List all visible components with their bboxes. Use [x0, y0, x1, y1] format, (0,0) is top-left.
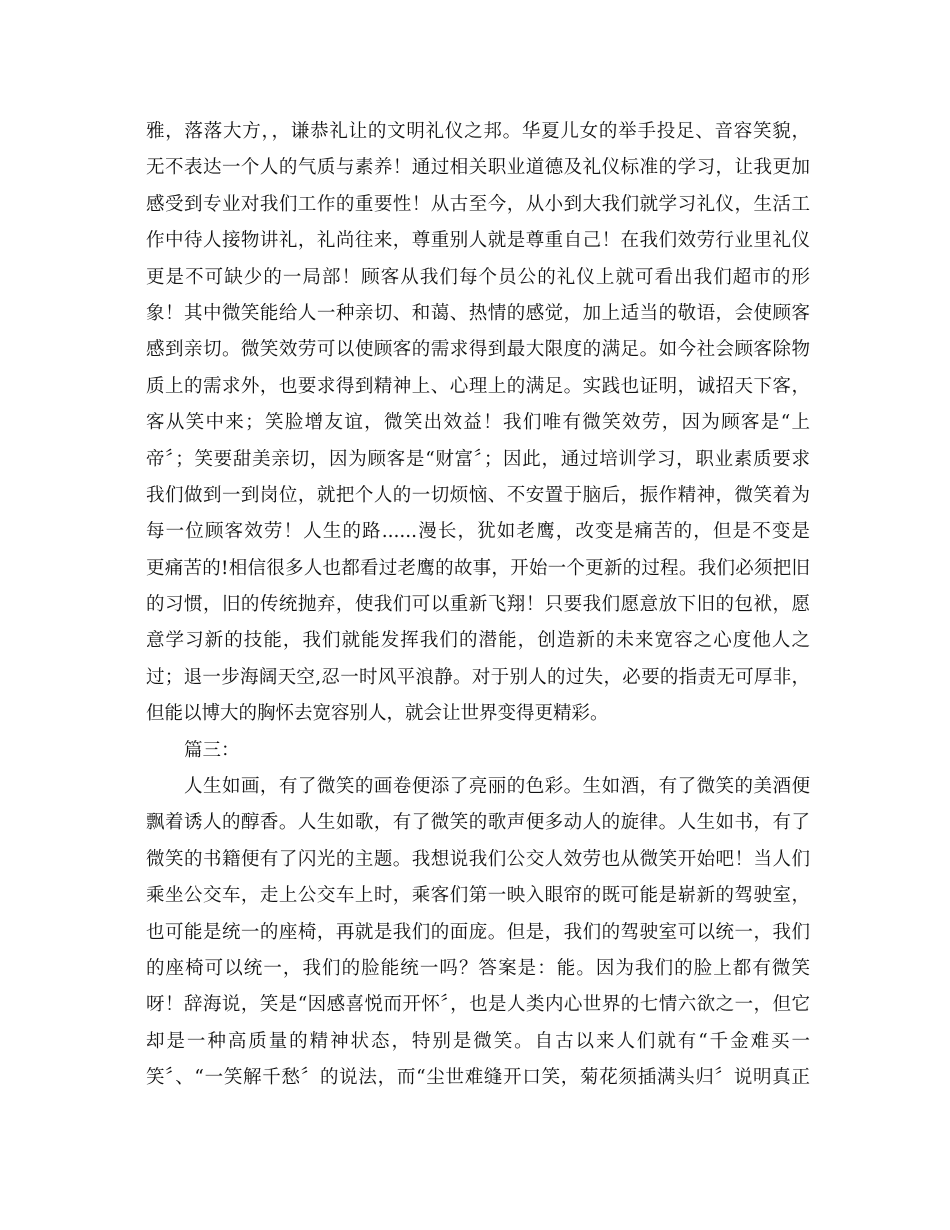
text-line: 意学习新的技能，我们就能发挥我们的潜能，创造新的未来宽容之心度他人之 — [146, 630, 810, 652]
text-line: 感受到专业对我们工作的重要性！从古至今，从小到大我们就学习礼仪，生活工 — [146, 193, 810, 215]
text-line: 感到亲切。微笑效劳可以使顾客的需求得到最大限度的满足。如今社会顾客除物 — [146, 339, 810, 361]
text-line: 飘着诱人的醇香。人生如歌，有了微笑的歌声便多动人的旋律。人生如书，有了 — [146, 812, 810, 834]
text-line: 但能以博大的胸怀去宽容别人，就会让世界变得更精彩。 — [146, 703, 609, 725]
text-line: 笑〞、“一笑解千愁〞的说法，而“尘世难缝开口笑，菊花须插满头归〞说明真正 — [146, 1067, 810, 1089]
text-line: 的座椅可以统一，我们的脸能统一吗？答案是：能。因为我们的脸上都有微笑 — [146, 957, 810, 979]
text-line: 无不表达一个人的气质与素养！通过相关职业道德及礼仪标准的学习，让我更加 — [146, 157, 810, 179]
text-line: 更痛苦的!相信很多人也都看过老鹰的故事，开始一个更新的过程。我们必须把旧 — [146, 557, 811, 579]
text-line: 客从笑中来；笑脸增友谊，微笑出效益！我们唯有微笑效劳，因为顾客是“上 — [146, 412, 810, 434]
text-line: 雅，落落大方，，谦恭礼让的文明礼仪之邦。华夏儿女的举手投足、音容笑貌， — [146, 121, 810, 142]
text-line: 也可能是统一的座椅，再就是我们的面庞。但是，我们的驾驶室可以统一，我们 — [146, 921, 810, 943]
text-line: 人生如画，有了微笑的画卷便添了亮丽的色彩。生如酒，有了微笑的美酒便 — [184, 776, 810, 798]
text-line: 微笑的书籍便有了闪光的主题。我想说我们公交人效劳也从微笑开始吧！当人们 — [146, 848, 810, 870]
text-line: 的习惯，旧的传统抛弃，使我们可以重新飞翔！只要我们愿意放下旧的包袱，愿 — [146, 594, 810, 616]
text-line: 每一位顾客效劳！人生的路......漫长，犹如老鹰，改变是痛苦的，但是不变是 — [146, 521, 810, 543]
text-line: 象！其中微笑能给人一种亲切、和蔼、热情的感觉，加上适当的敬语，会使顾客 — [146, 302, 810, 324]
text-line: 帝〞；笑要甜美亲切，因为顾客是“财富〞；因此，通过培训学习，职业素质要求 — [146, 448, 810, 470]
text-line: 作中待人接物讲礼，礼尚往来，尊重别人就是尊重自己！在我们效劳行业里礼仪 — [146, 230, 810, 252]
text-line: 更是不可缺少的一局部！顾客从我们每个员公的礼仪上就可看出我们超市的形 — [146, 266, 810, 288]
text-line: 却是一种高质量的精神状态，特别是微笑。自古以来人们就有“千金难买一 — [146, 1030, 810, 1052]
text-line: 乘坐公交车，走上公交车上时，乘客们第一映入眼帘的既可能是崭新的驾驶室， — [146, 885, 810, 907]
text-line: 质上的需求外，也要求得到精神上、心理上的满足。实践也证明，诚招天下客， — [146, 375, 810, 397]
text-line: 我们做到一到岗位，就把个人的一切烦恼、不安置于脑后，振作精神，微笑着为 — [146, 484, 810, 506]
text-line: 呀！辞海说，笑是“因感喜悦而开怀〞，也是人类内心世界的七情六欲之一，但它 — [146, 994, 810, 1016]
body-text — [146, 114, 810, 1097]
section-heading: 篇三： — [184, 739, 240, 761]
text-line: 过；退一步海阔天空,忍一时风平浪静。对于别人的过失，必要的指责无可厚非， — [146, 666, 810, 688]
